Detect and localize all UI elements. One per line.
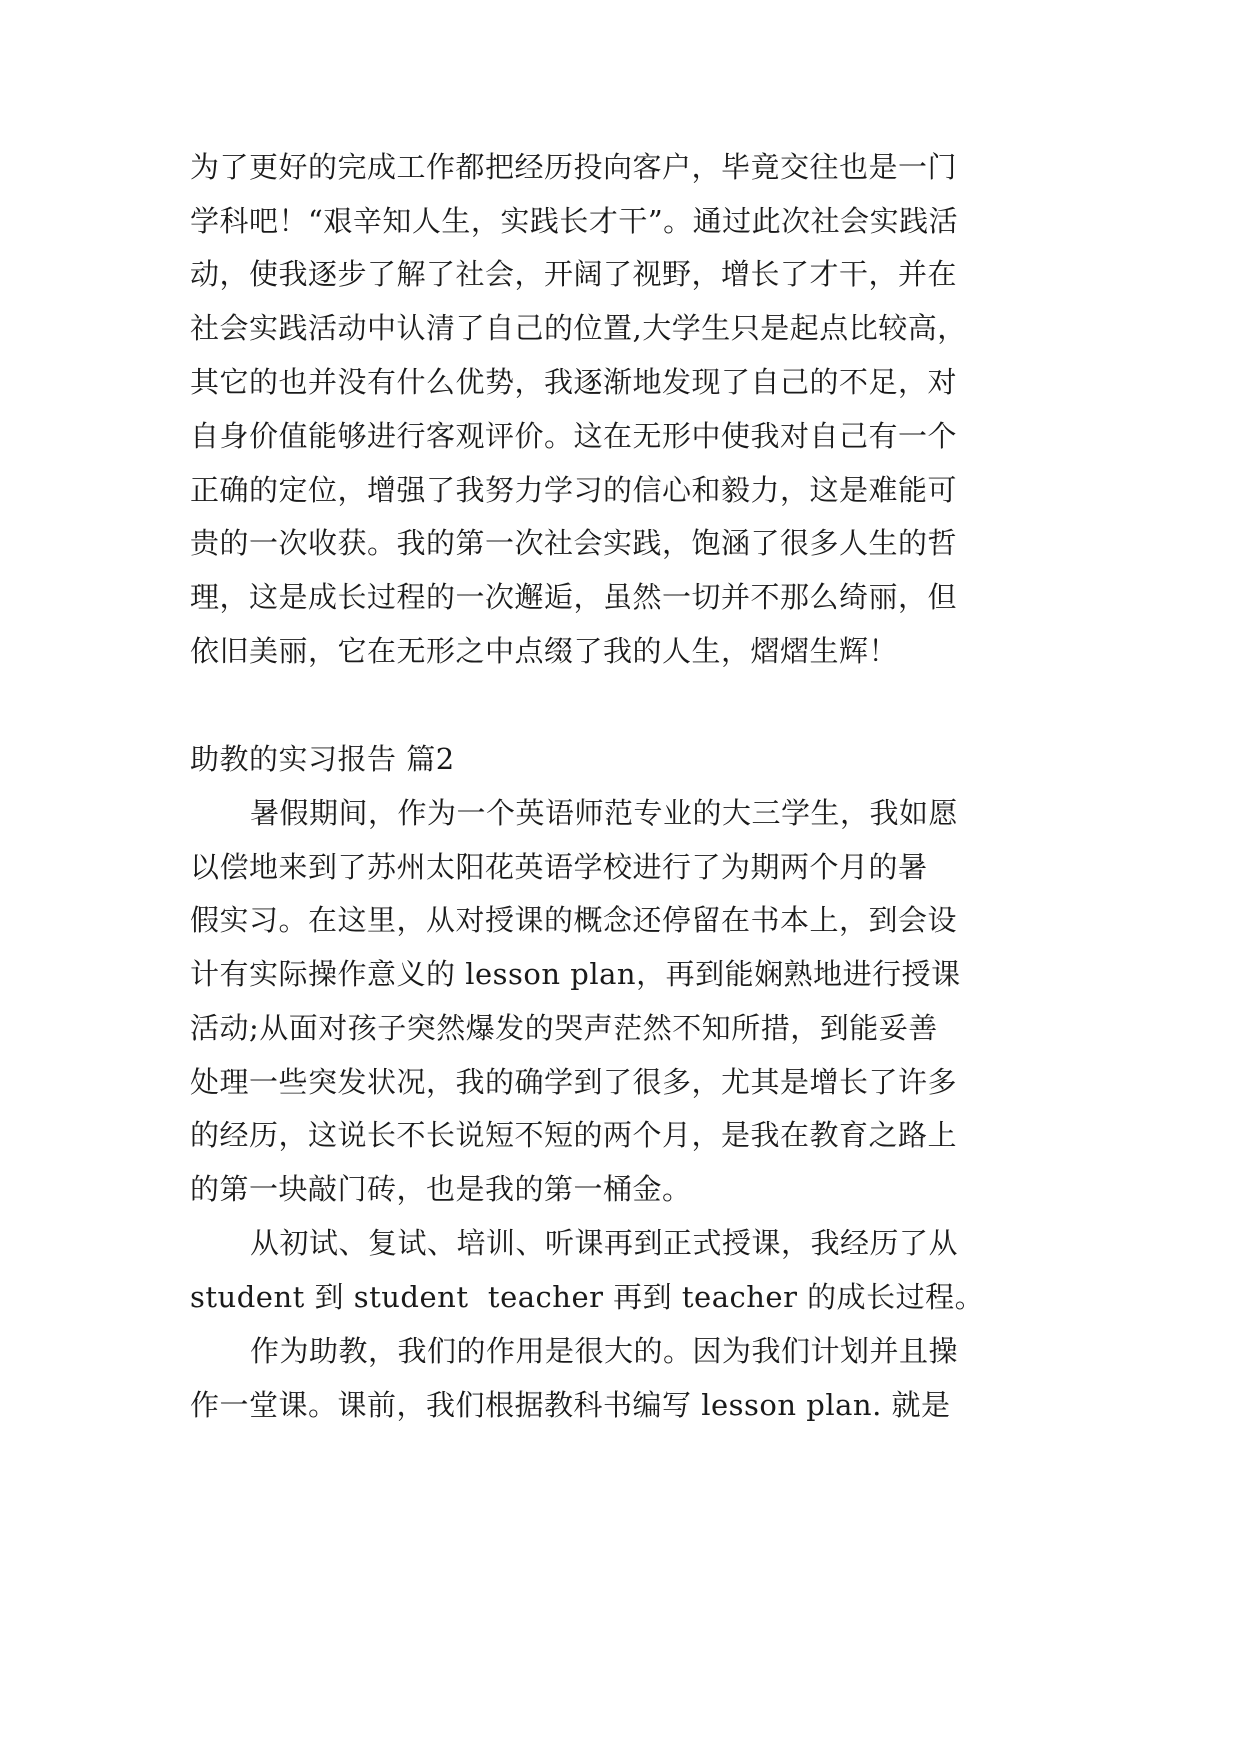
text-line: 正确的定位，增强了我努力学习的信心和毅力，这是难能可 (190, 473, 958, 507)
text-line: 暑假期间，作为一个英语师范专业的大三学生，我如愿 (250, 796, 959, 830)
text-line: 假实习。在这里，从对授课的概念还停留在书本上，到会设 (190, 903, 958, 937)
text-line: 自身价值能够进行客观评价。这在无形中使我对自己有一个 (190, 419, 958, 453)
text-line: 的经历，这说长不长说短不短的两个月，是我在教育之路上 (190, 1118, 958, 1152)
text-line: 处理一些突发状况，我的确学到了很多，尤其是增长了许多 (190, 1065, 958, 1099)
text-line: 活动;从面对孩子突然爆发的哭声茫然不知所措，到能妥善 (190, 1011, 938, 1045)
text-line: 依旧美丽，它在无形之中点缀了我的人生，熠熠生辉！ (190, 634, 899, 668)
text-line: 学科吧！“艰辛知人生，实践长才干”。通过此次社会实践活 (190, 204, 959, 238)
text-line: 其它的也并没有什么优势，我逐渐地发现了自己的不足，对 (190, 365, 958, 399)
text-line: 理，这是成长过程的一次邂逅，虽然一切并不那么绮丽，但 (190, 580, 958, 614)
text-line: 从初试、复试、培训、听课再到正式授课，我经历了从 (250, 1226, 959, 1260)
text-line: 的第一块敲门砖，也是我的第一桶金。 (190, 1172, 692, 1206)
section-heading: 助教的实习报告 篇2 (190, 742, 455, 776)
text-line: 作为助教，我们的作用是很大的。因为我们计划并且操 (250, 1334, 959, 1368)
text-line: 为了更好的完成工作都把经历投向客户，毕竟交往也是一门 (190, 150, 958, 184)
text-line: 作一堂课。课前，我们根据教科书编写 lesson plan. 就是 (190, 1388, 951, 1422)
text-line: 社会实践活动中认清了自己的位置,大学生只是起点比较高， (190, 311, 967, 345)
text-line: student 到 student teacher 再到 teacher 的成长过程。 (190, 1280, 985, 1314)
text-line: 动，使我逐步了解了社会，开阔了视野，增长了才干，并在 (190, 257, 958, 291)
text-line: 计有实际操作意义的 lesson plan，再到能娴熟地进行授课 (190, 957, 961, 991)
text-line: 以偿地来到了苏州太阳花英语学校进行了为期两个月的暑 (190, 850, 928, 884)
text-line: 贵的一次收获。我的第一次社会实践，饱涵了很多人生的哲 (190, 526, 958, 560)
